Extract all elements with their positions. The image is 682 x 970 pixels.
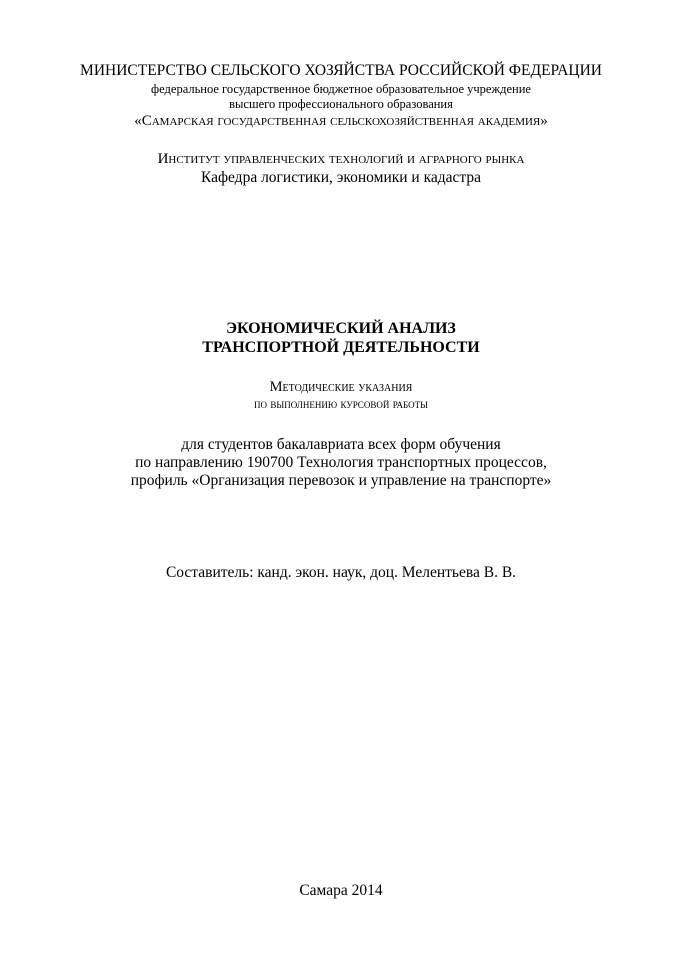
chair-name: Кафедра логистики, экономики и кадастра [200,169,482,186]
ministry-name: МИНИСТЕРСТВО СЕЛЬСКОГО ХОЗЯЙСТВА РОССИЙСКОЙ ФЕДЕРАЦИИ [80,62,602,79]
institution-type-line-1: федеральное государственное бюджетное образовательное учреждение [151,82,531,96]
author-line: Составитель: канд. экон. наук, доц. Мелентьева В. В. [165,564,517,581]
institute-name: Институт управленческих технологий и аграрного рынка [157,151,525,167]
audience-line-2: по направлению 190700 Технология транспортных процессов, [135,454,547,471]
academy-name: «Самарская государственная сельскохозяйственная академия» [134,113,548,129]
document-subtitle-line-2: по выполнению курсовой работы [254,396,428,411]
audience-line-3: профиль «Организация перевозок и управление на транспорте» [130,472,552,489]
institution-type-line-2: высшего профессионального образования [229,97,453,111]
document-subtitle-line-1: Методические указания [269,379,413,395]
audience-line-1: для студентов бакалавриата всех форм обучения [181,436,501,453]
document-title-line-2: ТРАНСПОРТНОЙ ДЕЯТЕЛЬНОСТИ [202,339,480,356]
document-title-line-1: ЭКОНОМИЧЕСКИЙ АНАЛИЗ [226,320,456,337]
footer-city-year: Самара 2014 [299,882,383,899]
